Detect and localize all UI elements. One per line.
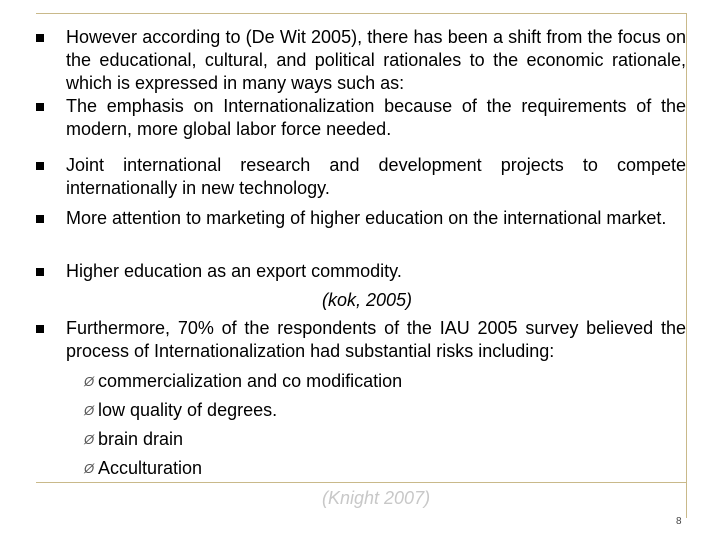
square-bullet-icon bbox=[36, 268, 44, 276]
bullet-text: More attention to marketing of higher education on the international market. bbox=[66, 208, 667, 228]
bullet-text: Higher education as an export commodity. bbox=[66, 261, 402, 281]
square-bullet-icon bbox=[36, 215, 44, 223]
bullet-text: Joint international research and development projects to compete internationally in new technology. bbox=[66, 155, 686, 198]
arrow-bullet-icon: Ø bbox=[84, 374, 95, 389]
arrow-bullet-icon: Ø bbox=[84, 403, 95, 418]
page-number: 8 bbox=[676, 516, 682, 527]
square-bullet-icon bbox=[36, 325, 44, 333]
sub-item-text: Acculturation bbox=[98, 458, 203, 478]
frame-bottom-line bbox=[36, 482, 686, 483]
sub-item-text: commercialization and co modification bbox=[98, 371, 403, 391]
bullet-text: Furthermore, 70% of the respondents of the IAU 2005 survey believed the process of Internationalization had substantial risks including: bbox=[66, 318, 686, 361]
arrow-bullet-icon: Ø bbox=[84, 432, 95, 447]
citation-kok: (kok, 2005) bbox=[322, 290, 413, 310]
square-bullet-icon bbox=[36, 34, 44, 42]
footer-citation: (Knight 2007) bbox=[322, 488, 431, 508]
sub-item-text: low quality of degrees. bbox=[98, 400, 278, 420]
square-bullet-icon bbox=[36, 103, 44, 111]
arrow-bullet-icon: Ø bbox=[84, 461, 95, 476]
bullet-text: However according to (De Wit 2005), there has been a shift from the focus on the educational, cultural, and political rationales to the economic rationale, which is expressed in many ways such as: bbox=[66, 27, 686, 93]
bullet-text: The emphasis on Internationalization because of the requirements of the modern, more global labor force needed. bbox=[66, 96, 686, 139]
sub-item-text: brain drain bbox=[98, 429, 184, 449]
square-bullet-icon bbox=[36, 162, 44, 170]
